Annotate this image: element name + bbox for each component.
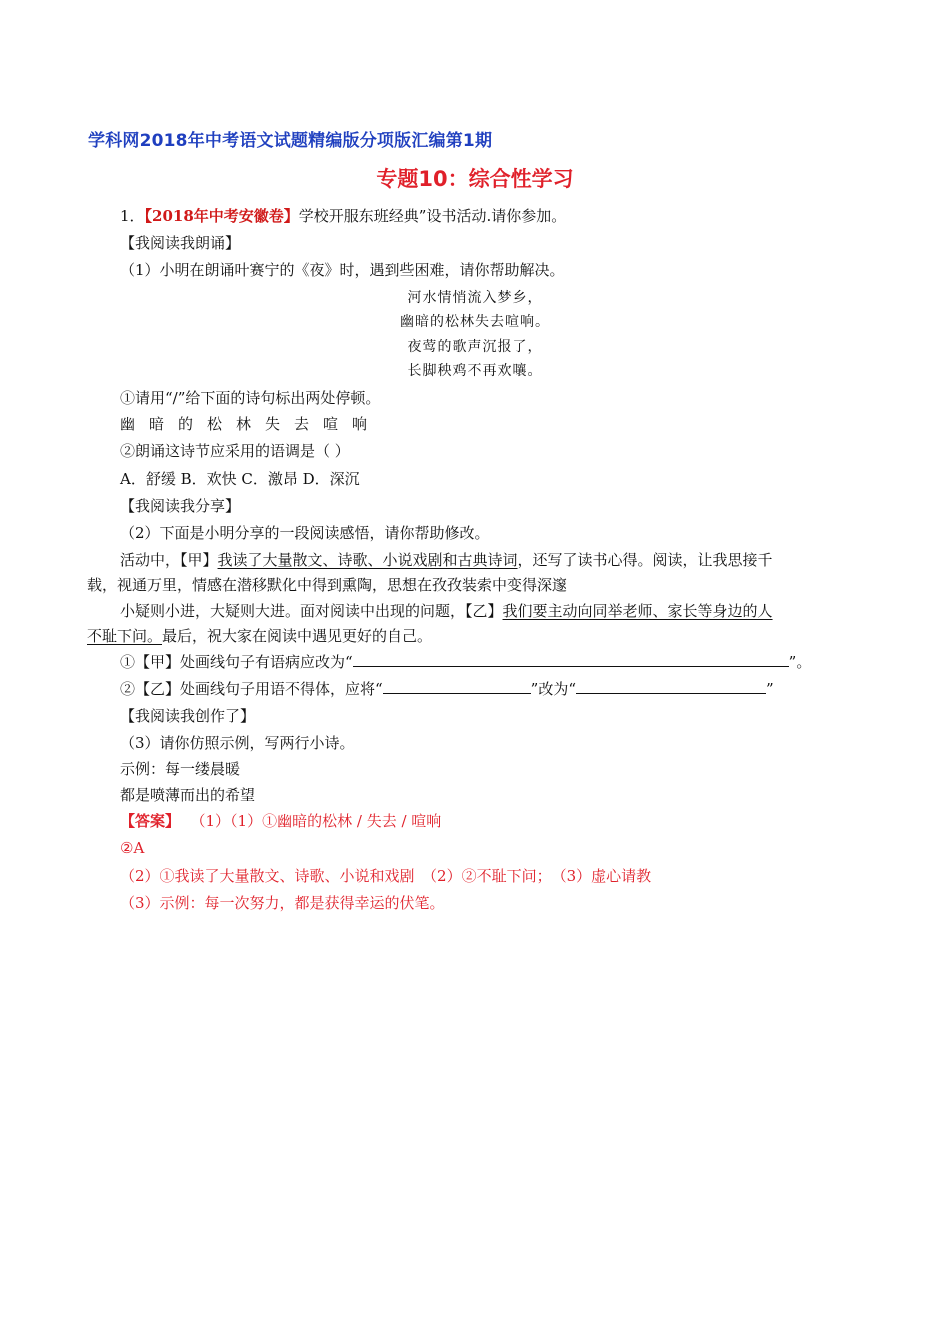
topic-title: 专题10：综合性学习: [376, 167, 574, 191]
underlined-sentence-yi: 我们要主动向同举老师、家长等身边的人: [502, 602, 773, 620]
para-text: 小疑则小进，大疑则大进。面对阅读中出现的问题，: [120, 602, 466, 620]
revision-1-text: ①【甲】处画线句子有语病应改为“: [120, 653, 353, 671]
para-text: ，还写了读书心得。阅读，让我思接千: [517, 551, 773, 569]
answer-blank-2[interactable]: [383, 679, 531, 694]
question-1: [120, 206, 566, 226]
question-prompt: 学校开服东班经典”设书活动.请你参加。: [298, 207, 567, 225]
part-3-prompt: （3）请你仿照示例，写两行小诗。: [120, 734, 355, 752]
answer-blank-1[interactable]: [353, 652, 789, 667]
poem-line-3: 夜莺的歌声沉报了，: [407, 339, 543, 355]
revision-2-end: ”: [766, 680, 774, 698]
section-recite: 【我阅读我朗诵】: [120, 234, 241, 252]
revision-2-text: ②【乙】处画线句子用语不得体，应将“: [120, 680, 383, 698]
answer-line-2: ②A: [120, 839, 145, 857]
poem-line-4: 长脚秧鸡不再欢嚷。: [407, 363, 543, 379]
paragraph-line-2: 载，视通万里，情感在潜移默化中得到熏陶，思想在孜孜装索中变得深邃: [87, 576, 568, 594]
answer-line-3: （2）①我读了大量散文、诗歌、小说和戏剧 （2）②不耻下问； （3）虚心请教: [120, 867, 652, 885]
answer-line-4: （3）示例：每一次努力，都是获得幸运的伏笔。: [120, 894, 445, 912]
poem-line-1: 河水情悄流入梦乡，: [407, 290, 543, 306]
sub-question-2: ②朗诵这诗节应采用的语调是（ ）: [120, 442, 350, 460]
underlined-sentence-yi-end: 不耻下问。: [87, 627, 163, 645]
paragraph-line-3: [120, 601, 773, 621]
mark-jia: 【甲】: [180, 551, 218, 569]
choice-options: A．舒缓 B．欢快 C．激昂 D．深沉: [120, 470, 360, 488]
para-text: 活动中，: [120, 551, 181, 569]
paragraph-line-4: [87, 626, 432, 646]
part-2-prompt: （2）下面是小明分享的一段阅读感悟，请你帮助修改。: [120, 524, 490, 542]
answer-text-1: （1）（1）①幽暗的松林 / 失去 / 喧响: [198, 812, 442, 830]
mark-yi: 【乙】: [465, 602, 503, 620]
pause-target-line: 幽暗的松林失去喧响: [120, 415, 382, 433]
example-line-1: 示例：每一缕晨暖: [120, 760, 241, 778]
revision-1: [120, 652, 811, 672]
poem-line-2: 幽暗的松林失去喧响。: [400, 314, 550, 330]
sub-question-1: ①请用“/”给下面的诗句标出两处停顿。: [120, 389, 381, 407]
section-create: 【我阅读我创作了】: [120, 707, 256, 725]
answer-blank-3[interactable]: [576, 679, 766, 694]
underlined-sentence-jia: 我读了大量散文、诗歌、小说戏剧和古典诗词: [217, 551, 518, 569]
question-source: 【2018年中考安徽卷】: [144, 207, 299, 225]
revision-1-end: ”。: [788, 653, 812, 671]
section-share: 【我阅读我分享】: [120, 497, 241, 515]
doc-header: 学科网2018年中考语文试题精编版分项版汇编第1期: [88, 131, 493, 151]
answer-line-1: [120, 811, 441, 831]
para-text: 最后，祝大家在阅读中遇见更好的自己。: [162, 627, 433, 645]
revision-2-mid: ”改为“: [530, 680, 577, 698]
example-line-2: 都是喷薄而出的希望: [120, 786, 256, 804]
revision-2: [120, 679, 774, 699]
answer-label: 【答案】: [120, 812, 181, 830]
question-number: 1．: [120, 207, 145, 225]
paragraph-line-1: [120, 550, 773, 570]
part-1-prompt: （1）小明在朗诵叶赛宁的《夜》时，遇到些困难，请你帮助解决。: [120, 261, 565, 279]
